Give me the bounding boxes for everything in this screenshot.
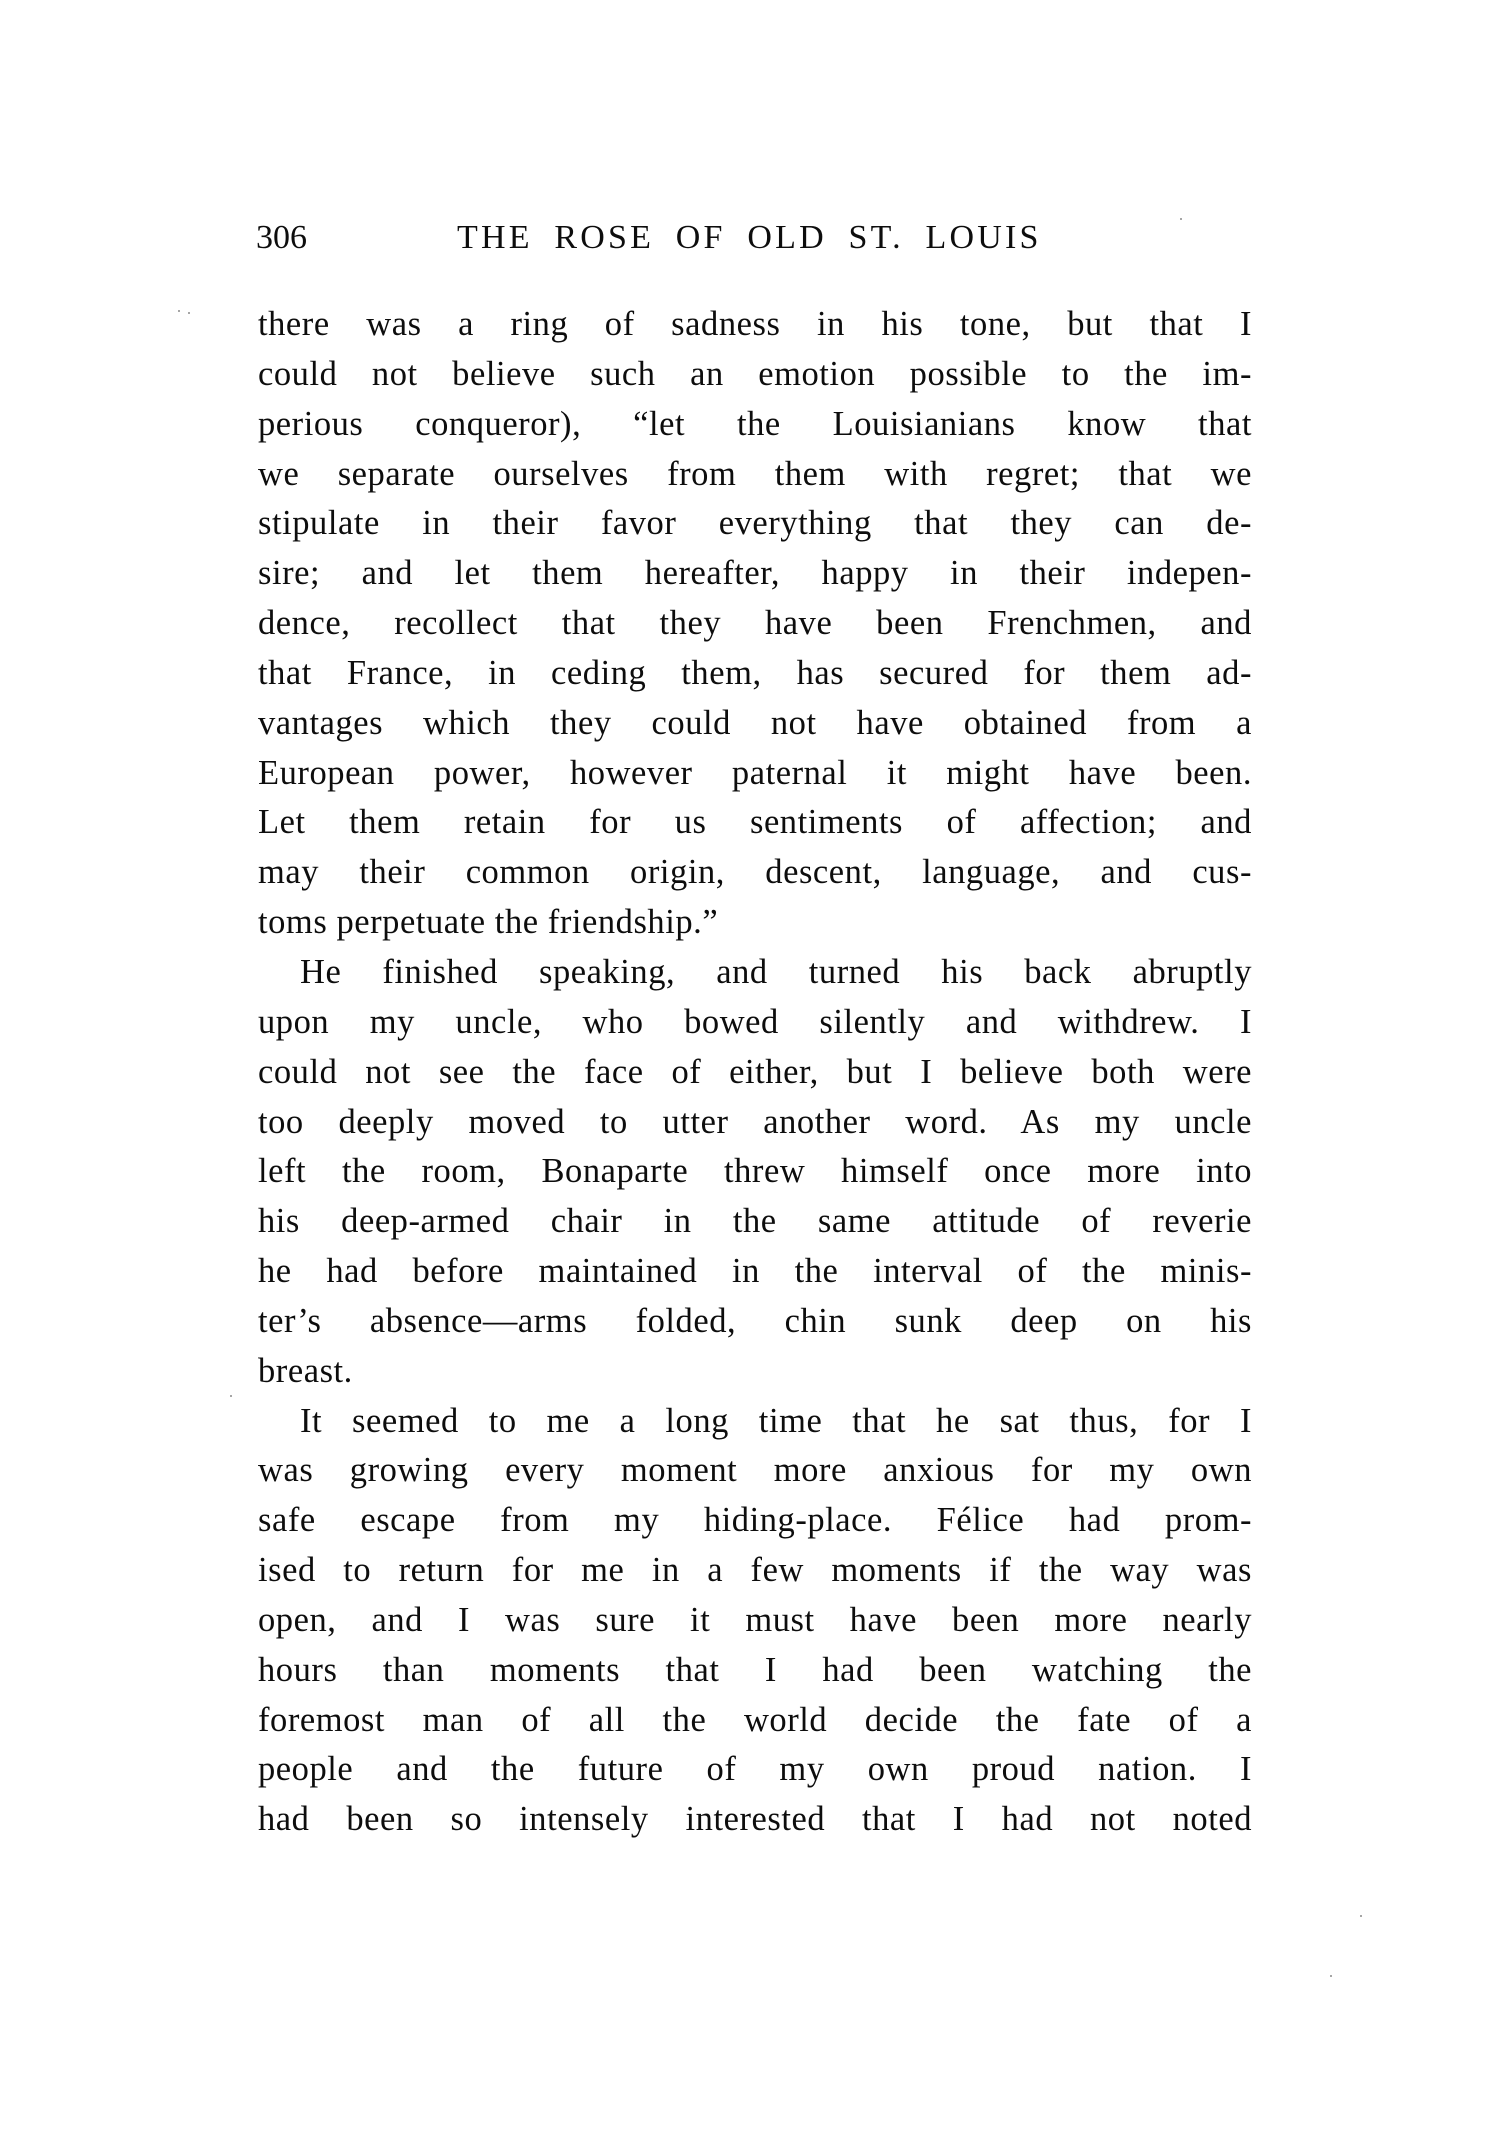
- scan-speck: [1180, 218, 1182, 220]
- text-line: breast.: [258, 1351, 353, 1390]
- text-line: sire; and let them hereafter, happy in their indepen-: [258, 554, 1252, 593]
- scan-speck: [188, 312, 190, 314]
- text-line: stipulate in their favor everything that they can de-: [258, 504, 1252, 543]
- scan-speck: [1330, 1975, 1332, 1977]
- text-line: vantages which they could not have obtained from a: [258, 703, 1252, 742]
- text-line: ter’s absence—arms folded, chin sunk deep on his: [258, 1301, 1252, 1340]
- text-line: we separate ourselves from them with regret; that we: [258, 454, 1252, 493]
- text-line: It seemed to me a long time that he sat thus, for I: [300, 1401, 1252, 1440]
- scan-speck: [178, 310, 180, 312]
- text-line: left the room, Bonaparte threw himself once more into: [258, 1152, 1252, 1191]
- text-line: could not see the face of either, but I believe both were: [258, 1052, 1252, 1091]
- text-line: may their common origin, descent, language, and cus-: [258, 853, 1252, 892]
- body-text: [258, 300, 1252, 1845]
- scan-speck: [1360, 1915, 1362, 1917]
- text-line: safe escape from my hiding-place. Félice had prom-: [258, 1501, 1252, 1540]
- text-line: dence, recollect that they have been Frenchmen, and: [258, 604, 1252, 643]
- text-line: hours than moments that I had been watching the: [258, 1650, 1252, 1689]
- page-number: 306: [256, 219, 307, 256]
- text-line: open, and I was sure it must have been more nearly: [258, 1600, 1252, 1639]
- text-line: upon my uncle, who bowed silently and withdrew. I: [258, 1002, 1252, 1041]
- text-line: perious conqueror), “let the Louisianians know that: [258, 404, 1252, 443]
- text-line: too deeply moved to utter another word. As my uncle: [258, 1102, 1252, 1141]
- paragraph-3: [258, 1397, 1252, 1846]
- text-line: he had before maintained in the interval of the minis-: [258, 1252, 1252, 1291]
- scan-speck: [230, 1395, 232, 1397]
- paragraph-2: [258, 948, 1252, 1397]
- text-line: could not believe such an emotion possible to the im-: [258, 354, 1252, 393]
- running-title: THE ROSE OF OLD ST. LOUIS: [457, 219, 1042, 256]
- text-line: had been so intensely interested that I had not noted: [258, 1800, 1252, 1839]
- text-line: Let them retain for us sentiments of affection; and: [258, 803, 1252, 842]
- text-line: He finished speaking, and turned his back abruptly: [300, 952, 1252, 991]
- paragraph-1: [258, 300, 1252, 948]
- text-line: foremost man of all the world decide the fate of a: [258, 1700, 1252, 1739]
- text-line: his deep-armed chair in the same attitude of reverie: [258, 1202, 1252, 1241]
- text-line: toms perpetuate the friendship.”: [258, 903, 719, 942]
- text-line: there was a ring of sadness in his tone, but that I: [258, 305, 1252, 343]
- text-line: European power, however paternal it might have been.: [258, 753, 1252, 792]
- text-line: ised to return for me in a few moments if the way was: [258, 1551, 1252, 1590]
- running-head: [256, 218, 1086, 258]
- text-line: was growing every moment more anxious for my own: [258, 1451, 1252, 1490]
- text-line: people and the future of my own proud nation. I: [258, 1750, 1252, 1789]
- text-line: that France, in ceding them, has secured for them ad-: [258, 653, 1252, 692]
